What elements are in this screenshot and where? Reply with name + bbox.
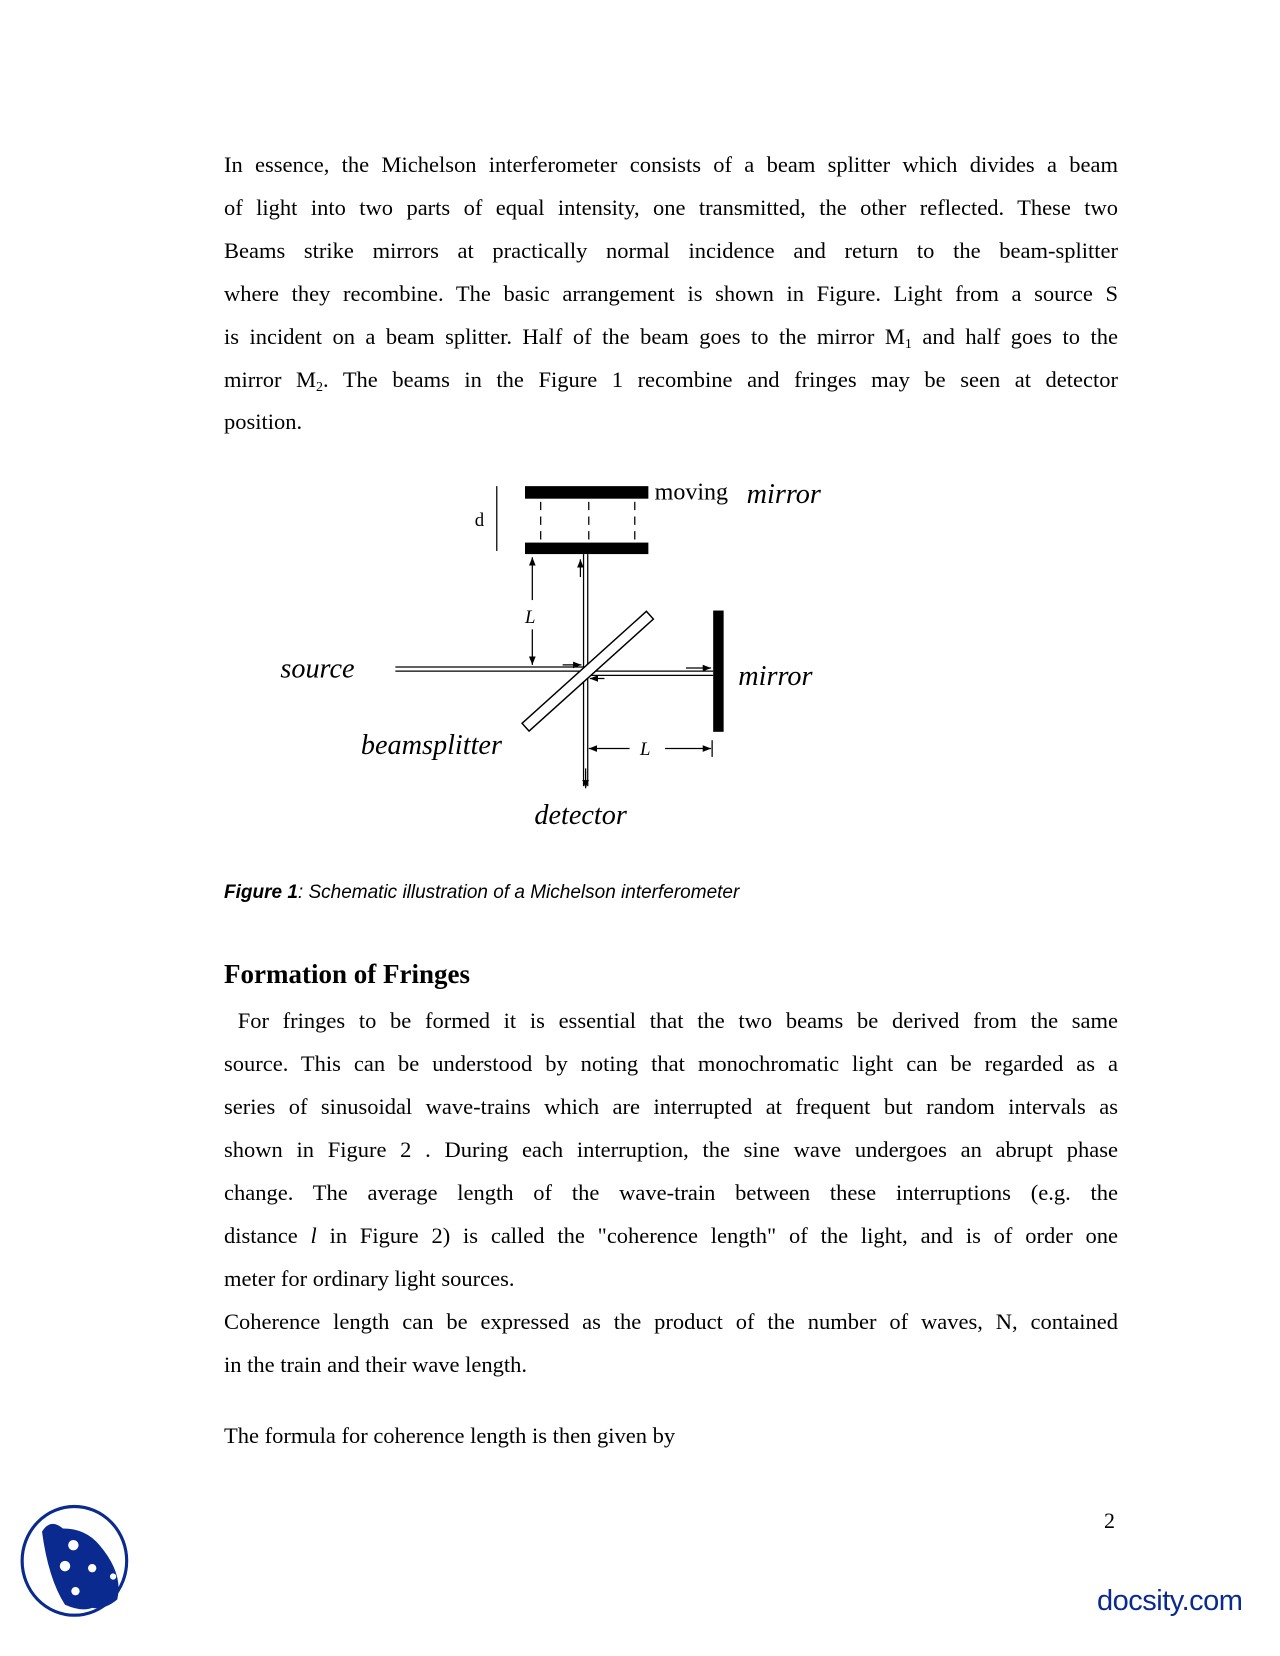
text-line: Coherence length can be expressed as the product of the number of waves, N, contained xyxy=(224,1309,1118,1334)
italic-variable: l xyxy=(310,1223,317,1248)
text-line: of light into two parts of equal intensity, one transmitted, the other reflected. These two xyxy=(224,195,1118,220)
text-line: shown in Figure 2 . During each interruption, the sine wave undergoes an abrupt phase xyxy=(224,1137,1118,1162)
text-segment: in Figure 2) is called the "coherence length" of the light, and is of order one xyxy=(316,1223,1118,1248)
figure-caption-text: : Schematic illustration of a Michelson interferometer xyxy=(297,882,740,903)
section-heading: Formation of Fringes xyxy=(224,959,470,989)
text-line: For fringes to be formed it is essential that the two beams be derived from the same xyxy=(224,1008,1118,1033)
page-number: 2 xyxy=(1104,1508,1115,1533)
text-segment: mirror M xyxy=(224,367,317,392)
paragraph-3: The formula for coherence length is then given by xyxy=(224,1423,676,1448)
text-line: In essence, the Michelson interferometer consists of a beam splitter which divides a beam xyxy=(224,152,1118,177)
text-line: series of sinusoidal wave-trains which are interrupted at frequent but random intervals as xyxy=(224,1094,1118,1119)
text-segment: distance xyxy=(224,1223,311,1248)
detector-label: detector xyxy=(534,799,627,831)
text-segment: and half goes to the xyxy=(911,324,1118,349)
fixed-mirror xyxy=(713,611,723,732)
L-horizontal-label: L xyxy=(640,738,651,760)
subscript: 2 xyxy=(316,380,324,395)
moving-label: moving xyxy=(654,479,729,506)
beamsplitter-label: beamsplitter xyxy=(360,729,502,761)
moving-mirror-far xyxy=(525,486,648,499)
text-line xyxy=(224,1214,1118,1257)
L-vertical-label: L xyxy=(525,607,536,629)
mirror-label: mirror xyxy=(738,660,813,692)
text-line: change. The average length of the wave-train between these interruptions (e.g. the xyxy=(224,1180,1118,1205)
text-segment: . The beams in the Figure 1 recombine and fringes may be seen at detector xyxy=(323,367,1118,392)
subscript: 1 xyxy=(904,337,912,352)
d-label: d xyxy=(474,509,485,531)
moving-mirror-label: mirror xyxy=(746,478,821,510)
text-line: in the train and their wave length. xyxy=(224,1352,528,1377)
source-label: source xyxy=(280,653,355,685)
moving-mirror-near xyxy=(525,543,648,555)
figure-caption xyxy=(224,882,739,904)
docsity-link[interactable]: docsity.com xyxy=(1097,1585,1243,1617)
text-segment: is incident on a beam splitter. Half of the beam goes to the mirror M xyxy=(224,324,905,349)
text-line: meter for ordinary light sources. xyxy=(224,1266,515,1291)
figure-caption-label: Figure 1 xyxy=(224,882,298,903)
text-line: where they recombine. The basic arrangement is shown in Figure. Light from a source S xyxy=(224,281,1118,306)
text-line: position. xyxy=(224,409,303,434)
text-line: Beams strike mirrors at practically normal incidence and return to the beam-splitter xyxy=(224,238,1118,263)
text-line: source. This can be understood by noting that monochromatic light can be regarded as a xyxy=(224,1051,1118,1076)
docsity-logo xyxy=(22,1507,127,1616)
